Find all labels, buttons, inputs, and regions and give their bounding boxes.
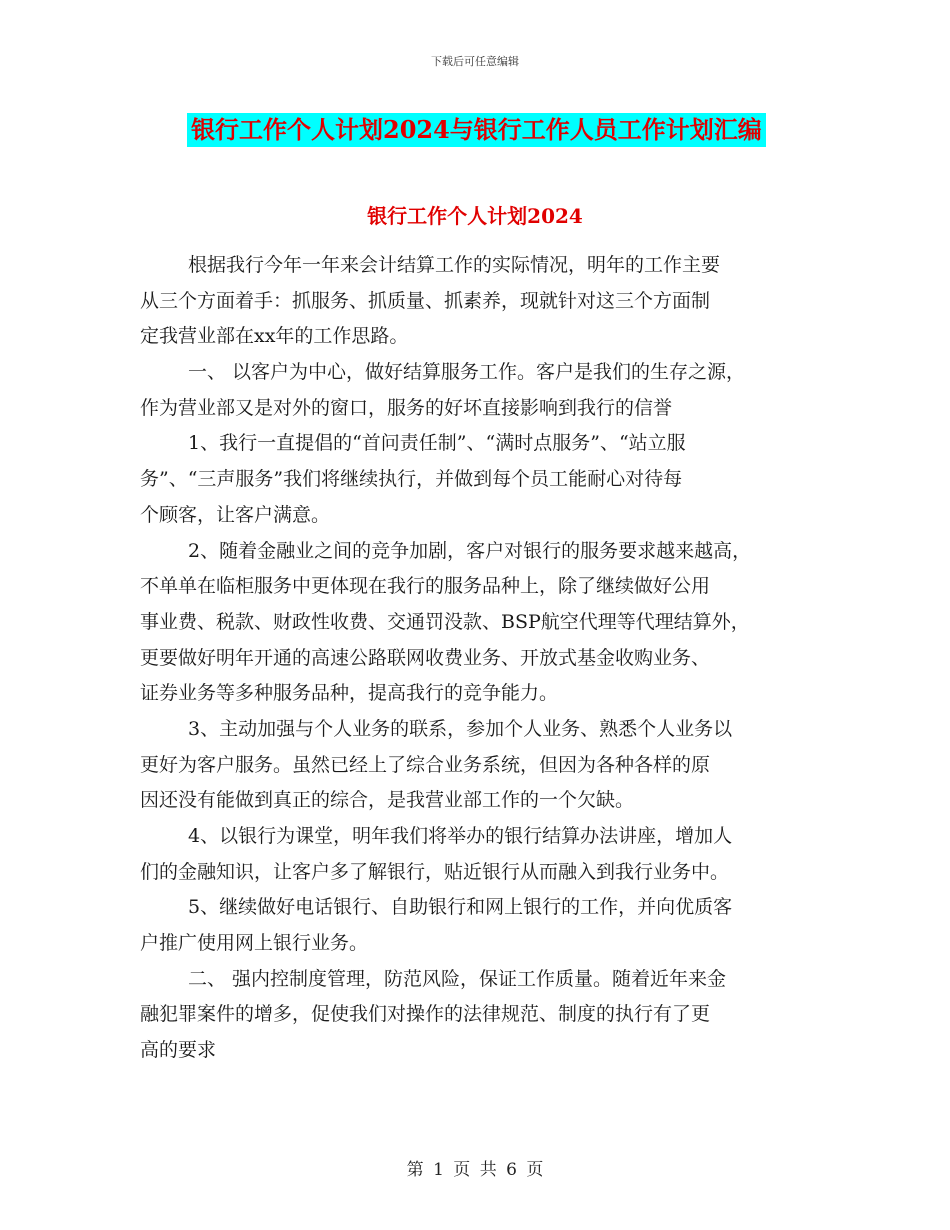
text-line: 户推广使用网上银行业务。 xyxy=(140,932,369,955)
text-line: 更要做好明年开通的高速公路联网收费业务、开放式基金收购业务、 xyxy=(140,646,711,669)
text-line: 2、随着金融业之间的竞争加剧，客户对银行的服务要求越来越高， xyxy=(188,539,752,562)
paragraph-8 xyxy=(140,962,840,1069)
text-line: 个顾客，让客户满意。 xyxy=(140,503,331,526)
text-line: 事业费、税款、财政性收费、交通罚没款、BSP航空代理等代理结算外， xyxy=(140,610,750,633)
text-line: 因还没有能做到真正的综合，是我营业部工作的一个欠缺。 xyxy=(140,789,635,812)
text-line: 根据我行今年一年来会计结算工作的实际情况，明年的工作主要 xyxy=(188,254,721,276)
paragraph-3 xyxy=(140,426,840,533)
text-line: 定我营业部在xx年的工作思路。 xyxy=(140,325,409,348)
document-body xyxy=(140,248,840,1069)
text-line: 4、以银行为课堂，明年我们将举办的银行结算办法讲座，增加人 xyxy=(188,825,733,847)
text-line: 融犯罪案件的增多，促使我们对操作的法律规范、制度的执行有了更 xyxy=(140,1003,711,1026)
text-line: 从三个方面着手：抓服务、抓质量、抓素养，现就针对这三个方面制 xyxy=(140,289,711,312)
paragraph-4 xyxy=(140,534,840,712)
text-line: 作为营业部又是对外的窗口，服务的好坏直接影响到我行的信誉 xyxy=(140,396,673,419)
text-line: 们的金融知识，让客户多了解银行，贴近银行从而融入到我行业务中。 xyxy=(140,860,730,883)
page-footer: 第 1 页 共 6 页 xyxy=(406,1160,544,1180)
text-line: 一、 以客户为中心，做好结算服务工作。客户是我们的生存之源， xyxy=(188,361,746,384)
paragraph-7 xyxy=(140,890,840,961)
header-note: 下载后可任意编辑 xyxy=(431,55,519,68)
main-title: 银行工作个人计划2024与银行工作人员工作计划汇编 xyxy=(187,113,766,147)
text-line: 二、 强内控制度管理，防范风险，保证工作质量。随着近年来金 xyxy=(188,967,727,990)
text-line: 5、继续做好电话银行、自助银行和网上银行的工作，并向优质客 xyxy=(188,896,733,919)
text-line: 证券业务等多种服务品种，提高我行的竞争能力。 xyxy=(140,682,559,705)
paragraph-6 xyxy=(140,819,840,890)
text-line: 不单单在临柜服务中更体现在我行的服务品种上，除了继续做好公用 xyxy=(140,575,711,598)
paragraph-5 xyxy=(140,712,840,819)
text-line: 高的要求 xyxy=(140,1039,217,1062)
paragraph-1 xyxy=(140,248,840,355)
text-line: 1、我行一直提倡的“首问责任制”、“满时点服务”、“站立服 xyxy=(188,432,686,455)
paragraph-2 xyxy=(140,355,840,426)
text-line: 更好为客户服务。虽然已经上了综合业务系统，但因为各种各样的原 xyxy=(140,753,711,776)
text-line: 3、主动加强与个人业务的联系，参加个人业务、熟悉个人业务以 xyxy=(188,717,733,740)
section-title: 银行工作个人计划2024 xyxy=(367,204,583,228)
text-line: 务”、“三声服务”我们将继续执行，并做到每个员工能耐心对待每 xyxy=(140,468,683,491)
